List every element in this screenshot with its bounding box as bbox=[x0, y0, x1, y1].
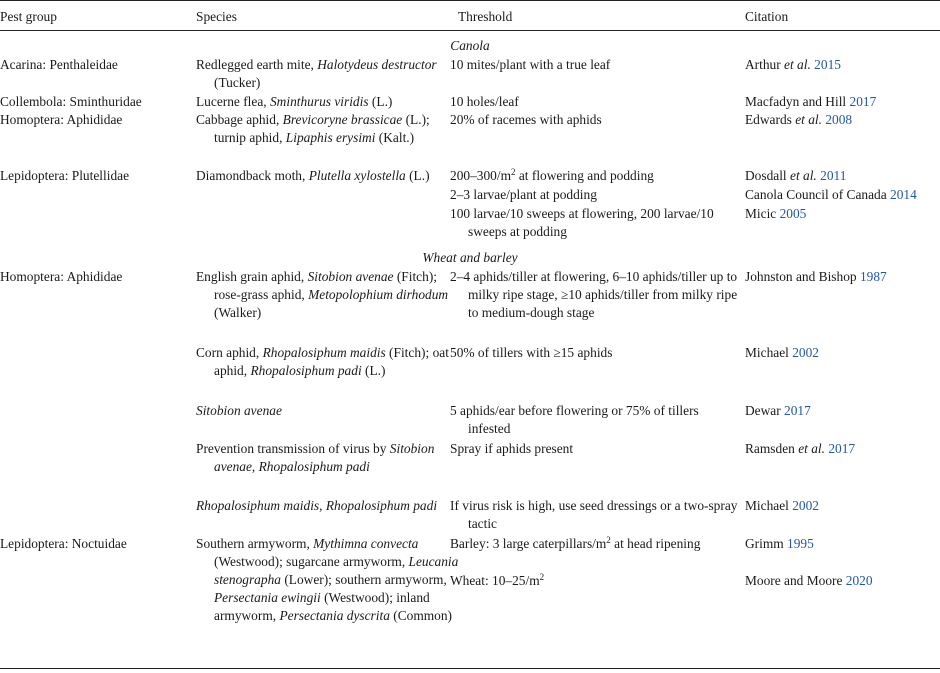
citation-year: 1987 bbox=[856, 269, 887, 284]
header-citation: Citation bbox=[745, 9, 789, 24]
text: at head ripening bbox=[610, 536, 701, 551]
section-canola: Canola bbox=[450, 38, 490, 53]
text: Grimm bbox=[745, 536, 784, 551]
threshold: If virus risk is high, use seed dressings or a two-spray tactic bbox=[450, 498, 738, 531]
text: Moore and Moore bbox=[745, 573, 843, 588]
citation-year: 2017 bbox=[824, 441, 856, 456]
bottom-rule bbox=[0, 668, 940, 669]
italic-text: Persectania ewingii bbox=[214, 590, 321, 605]
citation-year: 2002 bbox=[788, 345, 820, 360]
threshold: 2–4 aphids/tiller at flowering, 6–10 aphids/tiller up to milky ripe stage, ≥10 aphids/tiller from milky ripe to medium-dough stage bbox=[450, 269, 738, 320]
text: (Walker) bbox=[214, 305, 262, 320]
italic-text: Mythimna convecta bbox=[313, 536, 419, 551]
text: Dosdall bbox=[745, 168, 787, 183]
italic-text: et al. bbox=[780, 57, 811, 72]
species bbox=[196, 93, 464, 111]
citation-link[interactable] bbox=[745, 93, 940, 111]
threshold: 10 mites/plant with a true leaf bbox=[450, 57, 611, 72]
citation-link[interactable] bbox=[745, 535, 940, 553]
italic-text: Lipaphis erysimi bbox=[285, 130, 376, 145]
text: Micic bbox=[745, 206, 777, 221]
text: Johnston and Bishop bbox=[745, 269, 857, 284]
italic-text: Rhopalosiphum padi bbox=[250, 363, 362, 378]
citation-year: 1995 bbox=[783, 536, 814, 551]
text: (L.) bbox=[361, 363, 386, 378]
citation-link[interactable] bbox=[745, 56, 940, 74]
italic-text: Sitobion avenae bbox=[196, 403, 282, 418]
text: English grain aphid, bbox=[196, 269, 308, 284]
threshold: 20% of racemes with aphids bbox=[450, 112, 602, 127]
text: Southern armyworm, bbox=[196, 536, 314, 551]
pest-group: Homoptera: Aphididae bbox=[0, 269, 123, 284]
header-species: Species bbox=[196, 9, 237, 24]
citation-link[interactable] bbox=[745, 205, 940, 223]
italic-text: Brevicoryne brassicae bbox=[282, 112, 403, 127]
text: Prevention transmission of virus by bbox=[196, 441, 390, 456]
text: 200–300/m bbox=[450, 168, 512, 183]
pest-group: Acarina: Penthaleidae bbox=[0, 57, 118, 72]
citation-link[interactable] bbox=[745, 497, 940, 515]
italic-text: et al. bbox=[786, 168, 817, 183]
text: Corn aphid, bbox=[196, 345, 263, 360]
superscript: 2 bbox=[606, 535, 611, 545]
citation-year: 2014 bbox=[886, 187, 917, 202]
threshold bbox=[450, 535, 738, 553]
citation-link[interactable] bbox=[745, 186, 940, 204]
citation-link[interactable] bbox=[745, 572, 940, 590]
text: , bbox=[319, 498, 326, 513]
text: (Fitch); oat aphid, bbox=[214, 345, 449, 378]
text: Ramsden bbox=[745, 441, 795, 456]
text: (Westwood); sugarcane armyworm, bbox=[214, 554, 409, 569]
italic-text: Metopolophium dirhodum bbox=[308, 287, 449, 302]
pest-group: Lepidoptera: Noctuidae bbox=[0, 536, 127, 551]
citation-year: 2011 bbox=[816, 168, 847, 183]
pest-group: Lepidoptera: Plutellidae bbox=[0, 168, 130, 183]
italic-text: Leucania stenographa bbox=[214, 554, 459, 587]
text: (L.) bbox=[368, 94, 393, 109]
italic-text: et al. bbox=[794, 441, 825, 456]
top-rule bbox=[0, 0, 940, 1]
section-wheat-barley: Wheat and barley bbox=[422, 250, 518, 265]
text: Macfadyn and Hill bbox=[745, 94, 847, 109]
text: Diamondback moth, bbox=[196, 168, 309, 183]
citation-year: 2008 bbox=[821, 112, 853, 127]
text: Barley: 3 large caterpillars/m bbox=[450, 536, 607, 551]
threshold: 100 larvae/10 sweeps at flowering, 200 larvae/10 sweeps at podding bbox=[450, 206, 714, 239]
citation-year: 2017 bbox=[846, 94, 877, 109]
text: Dewar bbox=[745, 403, 781, 418]
text: Arthur bbox=[745, 57, 781, 72]
citation-year: 2015 bbox=[810, 57, 841, 72]
citation-link[interactable] bbox=[745, 268, 940, 286]
text: (Kalt.) bbox=[375, 130, 415, 145]
header-rule bbox=[0, 30, 940, 31]
citation-year: 2020 bbox=[842, 573, 873, 588]
threshold: 2–3 larvae/plant at podding bbox=[450, 187, 597, 202]
species bbox=[196, 535, 464, 625]
italic-text: Plutella xylostella bbox=[308, 168, 406, 183]
text: (L.) bbox=[405, 168, 430, 183]
citation-year: 2017 bbox=[780, 403, 811, 418]
text: , bbox=[251, 459, 259, 474]
italic-text: et al. bbox=[791, 112, 822, 127]
text: Lucerne flea, bbox=[196, 94, 270, 109]
citation-link[interactable] bbox=[745, 167, 940, 185]
citation-link[interactable] bbox=[745, 440, 940, 458]
citation-link[interactable] bbox=[745, 111, 940, 129]
italic-text: Rhopalosiphum maidis bbox=[196, 498, 320, 513]
text: (Westwood); inland armyworm, bbox=[214, 590, 430, 623]
threshold bbox=[450, 167, 738, 185]
threshold: 10 holes/leaf bbox=[450, 94, 519, 109]
citation-link[interactable] bbox=[745, 344, 940, 362]
threshold: 5 aphids/ear before flowering or 75% of tillers infested bbox=[450, 403, 699, 436]
header-threshold: Threshold bbox=[458, 9, 513, 24]
species bbox=[196, 167, 464, 185]
text: Wheat: 10–25/m bbox=[450, 573, 540, 588]
threshold bbox=[450, 572, 738, 590]
species bbox=[196, 402, 464, 420]
species bbox=[196, 56, 464, 92]
threshold: 50% of tillers with ≥15 aphids bbox=[450, 345, 613, 360]
text: (Common) bbox=[389, 608, 453, 623]
text: (Fitch); rose-grass aphid, bbox=[214, 269, 437, 302]
text: Redlegged earth mite, bbox=[196, 57, 318, 72]
text: (Tucker) bbox=[214, 75, 261, 90]
italic-text: Sitobion avenae bbox=[307, 269, 394, 284]
species bbox=[196, 497, 464, 515]
species bbox=[196, 440, 464, 476]
italic-text: Rhopalosiphum padi bbox=[258, 459, 370, 474]
text: Edwards bbox=[745, 112, 792, 127]
text: (L.); turnip aphid, bbox=[214, 112, 430, 145]
text: Canola Council of Canada bbox=[745, 187, 887, 202]
text: Michael bbox=[745, 345, 789, 360]
italic-text: Sitobion avenae bbox=[214, 441, 435, 474]
superscript: 2 bbox=[511, 167, 516, 177]
text: at flowering and podding bbox=[515, 168, 654, 183]
citation-link[interactable] bbox=[745, 402, 940, 420]
italic-text: Rhopalosiphum maidis bbox=[262, 345, 386, 360]
text: (Lower); southern armyworm, bbox=[280, 572, 447, 587]
superscript: 2 bbox=[539, 572, 545, 582]
citation-year: 2005 bbox=[776, 206, 807, 221]
pest-group: Homoptera: Aphididae bbox=[0, 112, 123, 127]
species bbox=[196, 344, 464, 380]
text: Cabbage aphid, bbox=[196, 112, 283, 127]
citation-year: 2002 bbox=[788, 498, 820, 513]
species bbox=[196, 268, 464, 322]
italic-text: Rhopalosiphum padi bbox=[325, 498, 438, 513]
header-pest-group: Pest group bbox=[0, 9, 57, 24]
text: Michael bbox=[745, 498, 789, 513]
pest-group: Collembola: Sminthuridae bbox=[0, 94, 142, 109]
italic-text: Persectania dyscrita bbox=[279, 608, 390, 623]
italic-text: Halotydeus destructor bbox=[317, 57, 437, 72]
italic-text: Sminthurus viridis bbox=[269, 94, 369, 109]
threshold: Spray if aphids present bbox=[450, 441, 574, 456]
species bbox=[196, 111, 464, 147]
